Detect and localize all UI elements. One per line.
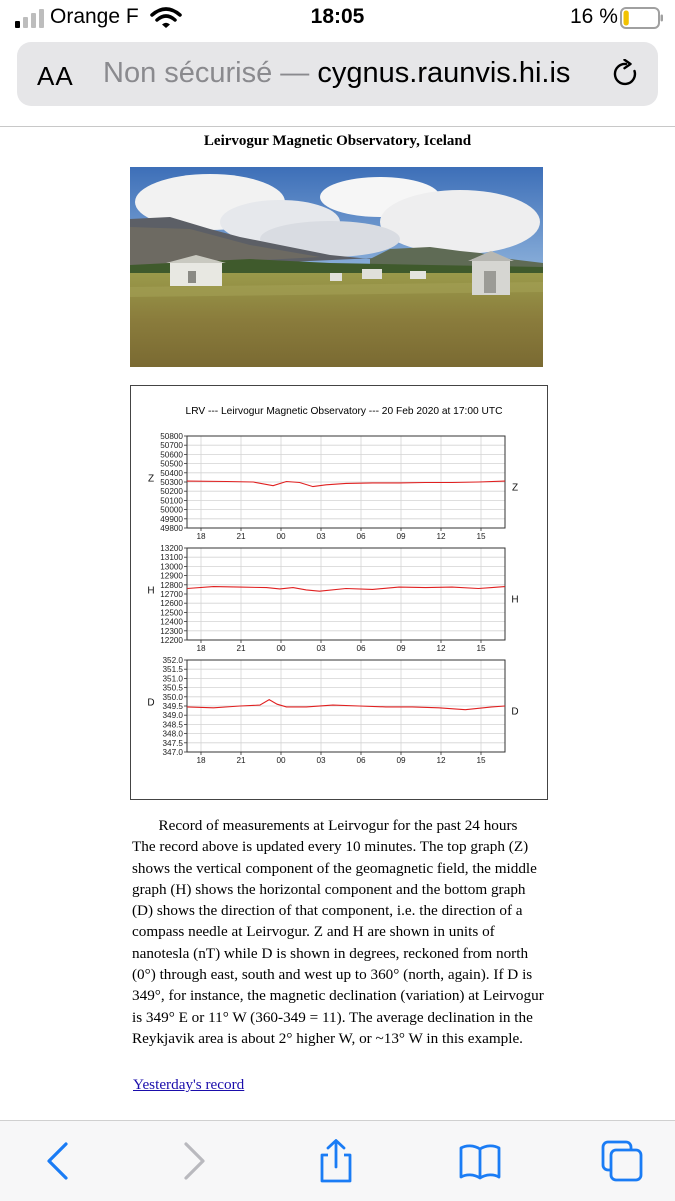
security-label: Non sécurisé — (103, 57, 310, 89)
observatory-landscape-photo (130, 167, 543, 367)
panel-label-left: D (147, 697, 155, 709)
panel-label-right: H (511, 594, 519, 606)
text-size-button[interactable] (37, 61, 74, 92)
x-tick-label: 09 (396, 532, 406, 541)
series-line-h (187, 587, 505, 592)
share-icon[interactable] (314, 1139, 358, 1183)
yesterday-record-link[interactable]: Yesterday's record (133, 1076, 245, 1093)
y-tick-label: 50400 (160, 468, 183, 478)
y-tick-label: 12600 (160, 599, 183, 609)
x-tick-label: 15 (476, 756, 486, 765)
y-tick-label: 352.0 (162, 656, 183, 665)
magnetometer-chart-svg (131, 386, 547, 799)
x-tick-label: 06 (356, 644, 366, 653)
text-size-label: AA (37, 61, 74, 91)
x-tick-label: 00 (276, 756, 286, 765)
description (132, 815, 544, 1049)
x-tick-label: 12 (436, 756, 446, 765)
y-tick-label: 12700 (160, 590, 183, 599)
y-tick-label: 50100 (160, 496, 183, 506)
x-tick-label: 18 (196, 644, 206, 653)
carrier-name: Orange F (50, 5, 139, 28)
address-bar[interactable] (17, 42, 658, 106)
panel-label-right: D (511, 706, 519, 718)
back-icon[interactable] (36, 1139, 80, 1183)
series-line-d (187, 700, 505, 710)
url-domain: cygnus.raunvis.hi.is (317, 57, 571, 89)
magnetometer-chart (130, 385, 548, 800)
y-tick-label: 348.0 (162, 729, 183, 739)
y-tick-label: 12900 (160, 571, 183, 581)
y-tick-label: 50600 (160, 450, 183, 460)
x-tick-label: 18 (196, 756, 206, 765)
bookmarks-icon[interactable] (458, 1139, 502, 1183)
url-field[interactable] (103, 57, 570, 90)
y-tick-label: 347.5 (162, 738, 183, 748)
page-title: Leirvogur Magnetic Observatory, Iceland (203, 133, 472, 149)
x-tick-label: 03 (316, 532, 326, 541)
y-tick-label: 349.0 (162, 711, 183, 721)
description-heading: Record of measurements at Leirvogur for the past 24 hours (158, 817, 518, 834)
y-tick-label: 12200 (160, 636, 183, 645)
x-tick-label: 21 (236, 756, 246, 765)
forward-icon[interactable] (172, 1139, 216, 1183)
browser-toolbar (0, 1120, 675, 1201)
x-tick-label: 21 (236, 644, 246, 653)
y-tick-label: 50800 (160, 432, 183, 441)
y-tick-label: 12800 (160, 580, 183, 590)
tabs-icon[interactable] (600, 1139, 644, 1183)
x-tick-label: 00 (276, 644, 286, 653)
clock: 18:05 (310, 5, 365, 28)
x-tick-label: 21 (236, 532, 246, 541)
y-tick-label: 347.0 (162, 748, 183, 757)
x-tick-label: 12 (436, 644, 446, 653)
reload-icon[interactable] (611, 59, 641, 89)
x-tick-label: 03 (316, 756, 326, 765)
x-tick-label: 15 (476, 532, 486, 541)
panel-label-left: Z (147, 473, 155, 485)
y-tick-label: 50700 (160, 441, 183, 451)
y-tick-label: 13000 (160, 562, 183, 572)
x-tick-label: 06 (356, 756, 366, 765)
y-tick-label: 351.5 (162, 665, 183, 675)
x-tick-label: 15 (476, 644, 486, 653)
y-tick-label: 12500 (160, 608, 183, 618)
y-tick-label: 12300 (160, 626, 183, 636)
battery-icon (620, 7, 664, 29)
x-tick-label: 00 (276, 532, 286, 541)
chart-title: LRV --- Leirvogur Magnetic Observatory --- 20 Feb 2020 at 17:00 UTC (185, 406, 503, 417)
x-tick-label: 06 (356, 532, 366, 541)
y-tick-label: 50300 (160, 478, 183, 487)
y-tick-label: 50500 (160, 459, 183, 469)
y-tick-label: 13100 (160, 553, 183, 563)
x-tick-label: 18 (196, 532, 206, 541)
y-tick-label: 12400 (160, 617, 183, 627)
address-bar-divider (0, 126, 675, 127)
y-tick-label: 50200 (160, 487, 183, 497)
y-tick-label: 49800 (160, 524, 183, 533)
description-body: The record above is updated every 10 minutes. The top graph (Z) shows the vertical component of the geomagnetic field, the middle graph (H) shows the horizontal component and the bottom graph (D) shows the direction of that component, i.e. the direction of a compass needle at Leirvogur. Z and H are shown in units of nanotesla (nT) while D is shown in degrees, reckoned from north (0°) through east, south and west up to 360° (north, again). If D is 349°, for instance, the magnetic declination (variation) at Leirvogur is 349° E or 11° W (360-349 = 11). The average declination in the Reykjavik area is about 2° higher W, or ~13° W in this example. (132, 838, 544, 1047)
y-tick-label: 50000 (160, 505, 183, 515)
y-tick-label: 350.5 (162, 683, 183, 693)
x-tick-label: 09 (396, 644, 406, 653)
x-tick-label: 09 (396, 756, 406, 765)
status-bar (0, 0, 675, 36)
y-tick-label: 350.0 (162, 692, 183, 702)
y-tick-label: 348.5 (162, 720, 183, 730)
y-tick-label: 49900 (160, 514, 183, 524)
panel-label-right: Z (511, 482, 519, 494)
battery-percent: 16 % (570, 5, 618, 28)
y-tick-label: 349.5 (162, 702, 183, 711)
panel-label-left: H (147, 585, 155, 597)
y-tick-label: 13200 (160, 544, 183, 553)
x-tick-label: 03 (316, 644, 326, 653)
x-tick-label: 12 (436, 532, 446, 541)
y-tick-label: 351.0 (162, 674, 183, 684)
